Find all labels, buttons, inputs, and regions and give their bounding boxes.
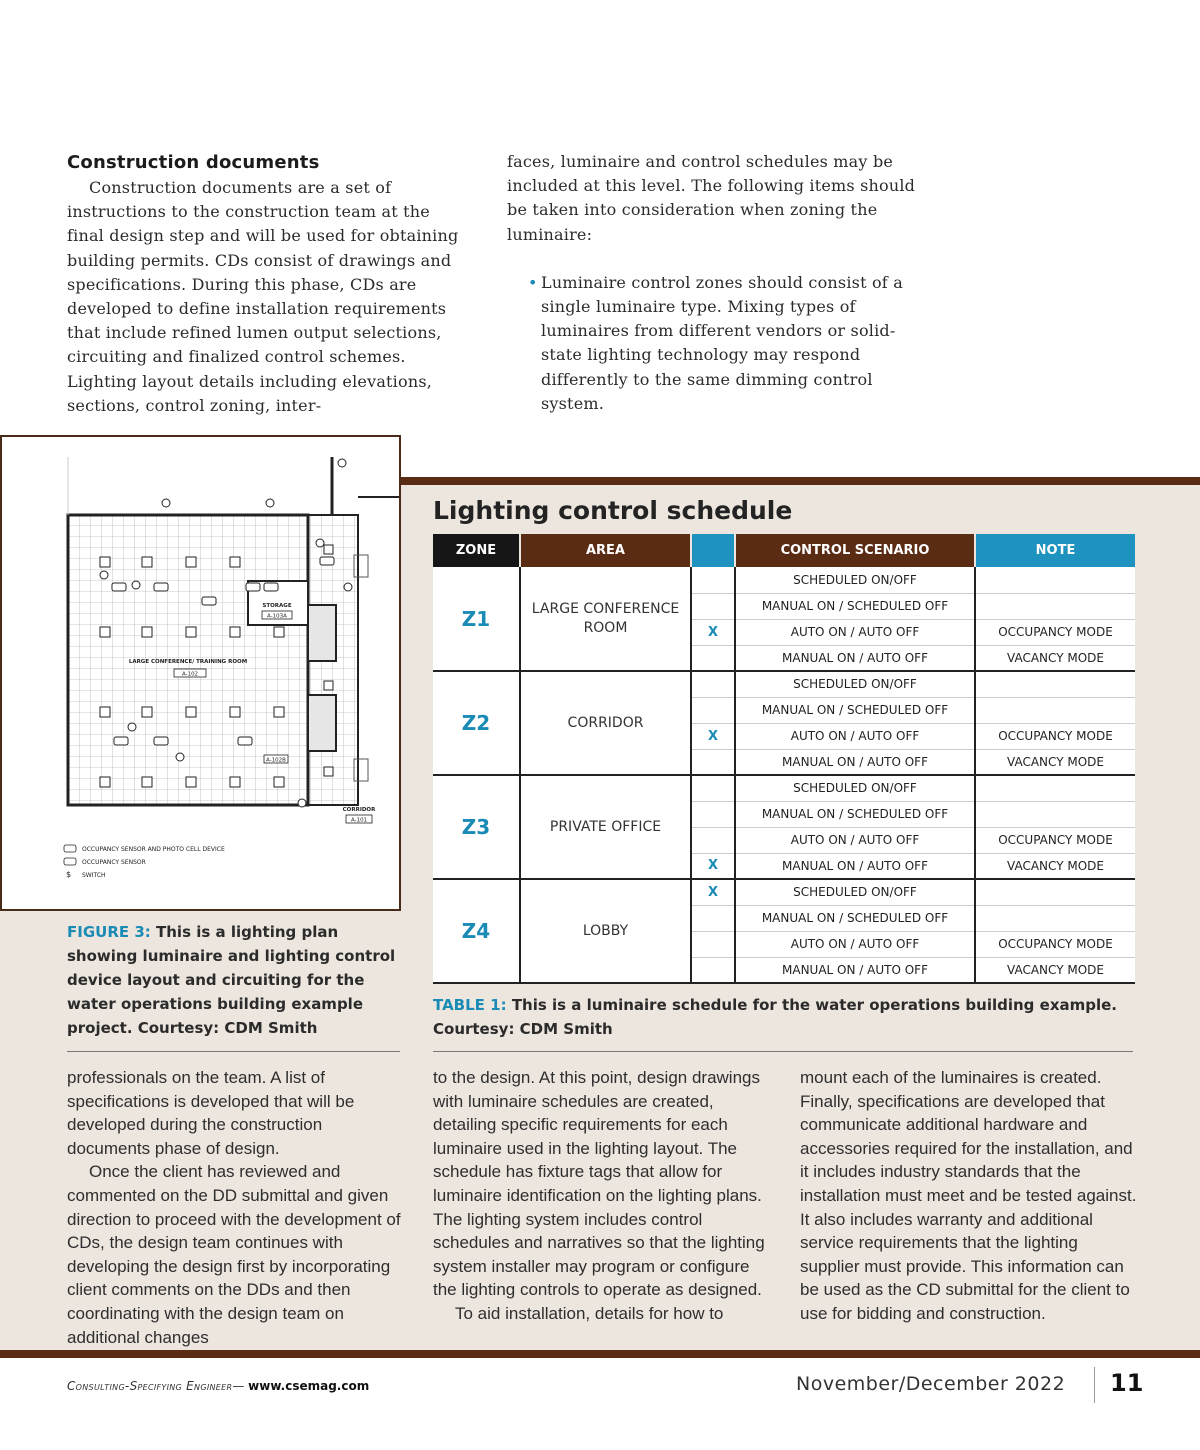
figure-caption-text: This is a lighting plan showing luminaire and lighting control device layout and circuiting for the water operations building example project. Courtesy: CDM Smith: [67, 923, 396, 1037]
note-cell: OCCUPANCY MODE: [975, 931, 1135, 957]
figure-caption: [67, 920, 397, 1040]
control-scenario-cell: MANUAL ON / AUTO OFF: [735, 749, 975, 775]
control-scenario-cell: SCHEDULED ON/OFF: [735, 567, 975, 593]
header-zone: ZONE: [433, 534, 520, 567]
lighting-control-schedule-table: [433, 534, 1135, 984]
selection-cell: X: [691, 619, 735, 645]
intro-right-column: [507, 150, 917, 416]
lighting-plan-figure: [0, 435, 401, 911]
selection-cell: [691, 567, 735, 593]
zone-cell: Z1: [433, 567, 520, 671]
table-caption-label: TABLE 1:: [433, 996, 507, 1014]
note-cell: [975, 567, 1135, 593]
note-cell: VACANCY MODE: [975, 957, 1135, 983]
note-cell: [975, 879, 1135, 905]
selection-cell: [691, 775, 735, 801]
selection-cell: [691, 671, 735, 697]
zoning-bullet-list: [507, 271, 917, 416]
control-scenario-cell: AUTO ON / AUTO OFF: [735, 723, 975, 749]
area-cell: LARGE CONFERENCE ROOM: [520, 567, 691, 671]
plan-label-corridor: CORRIDOR: [342, 807, 376, 813]
legend-item: OCCUPANCY SENSOR AND PHOTO CELL DEVICE: [82, 846, 225, 853]
selection-cell: [691, 801, 735, 827]
selection-cell: X: [691, 853, 735, 879]
page-number: 11: [1110, 1369, 1144, 1397]
selection-cell: [691, 905, 735, 931]
note-cell: OCCUPANCY MODE: [975, 827, 1135, 853]
control-scenario-cell: MANUAL ON / SCHEDULED OFF: [735, 697, 975, 723]
table-body: [433, 567, 1135, 983]
plan-label-storage: STORAGE: [262, 603, 292, 609]
intro-right-paragraph: faces, luminaire and control schedules may be included at this level. The following items should be taken into consideration when zoning the luminaire:: [507, 152, 916, 244]
control-scenario-cell: SCHEDULED ON/OFF: [735, 879, 975, 905]
control-scenario-cell: MANUAL ON / AUTO OFF: [735, 853, 975, 879]
occupancy-sensor-icon: [64, 858, 76, 865]
legend-item: OCCUPANCY SENSOR: [82, 859, 146, 866]
note-cell: [975, 593, 1135, 619]
intro-left-column: [67, 150, 472, 418]
selection-cell: [691, 827, 735, 853]
magazine-name: Consulting-Specifying Engineer: [67, 1379, 233, 1393]
switch-icon: $: [66, 870, 72, 879]
legend-item: SWITCH: [82, 872, 106, 879]
header-control-scenario: CONTROL SCENARIO: [735, 534, 975, 567]
note-cell: VACANCY MODE: [975, 645, 1135, 671]
intro-left-paragraph: Construction documents are a set of instructions to the construction team at the final design step and will be used for obtaining building permits. CDs consist of drawings and specifications. During this phase, CDs are developed to define installation requirements that include refined lumen output selections, circuiting and finalized control schemes. Lighting layout details including elevations, sections, control zoning, inter-: [67, 178, 459, 415]
footer-magazine-line: [67, 1379, 369, 1393]
control-scenario-cell: MANUAL ON / SCHEDULED OFF: [735, 801, 975, 827]
section-heading: Construction documents: [67, 152, 320, 173]
note-cell: VACANCY MODE: [975, 853, 1135, 879]
plan-label-conference: LARGE CONFERENCE/ TRAINING ROOM: [128, 659, 248, 665]
plan-tag-conference: A-102: [181, 671, 199, 678]
plan-tag-corridor: A-101: [350, 817, 368, 824]
note-cell: [975, 775, 1135, 801]
figure-caption-label: FIGURE 3:: [67, 923, 151, 941]
note-cell: [975, 905, 1135, 931]
footer-separator: [1094, 1367, 1095, 1403]
area-cell: LOBBY: [520, 879, 691, 983]
body-paragraph: To aid installation, details for how to: [455, 1303, 724, 1323]
table-row: [433, 567, 1135, 593]
zone-cell: Z2: [433, 671, 520, 775]
header-area: AREA: [520, 534, 691, 567]
control-scenario-cell: MANUAL ON / SCHEDULED OFF: [735, 593, 975, 619]
body-column-2: [433, 1066, 773, 1326]
occupancy-photocell-icon: [64, 845, 76, 852]
issue-date: November/December 2022: [796, 1373, 1066, 1395]
control-scenario-cell: AUTO ON / AUTO OFF: [735, 931, 975, 957]
zone-cell: Z4: [433, 879, 520, 983]
selection-cell: [691, 749, 735, 775]
table-header-row: [433, 534, 1135, 567]
control-scenario-cell: AUTO ON / AUTO OFF: [735, 619, 975, 645]
table-caption: [433, 993, 1133, 1041]
plan-tag-storage: A-103A: [267, 613, 287, 620]
control-scenario-cell: MANUAL ON / AUTO OFF: [735, 957, 975, 983]
body-column-1: [67, 1066, 407, 1349]
magazine-url[interactable]: www.csemag.com: [248, 1379, 370, 1393]
note-cell: OCCUPANCY MODE: [975, 723, 1135, 749]
note-cell: VACANCY MODE: [975, 749, 1135, 775]
table-row: [433, 671, 1135, 697]
note-cell: [975, 697, 1135, 723]
table-row: [433, 775, 1135, 801]
body-column-3: [800, 1066, 1140, 1326]
footer-accent-bar: [0, 1350, 1200, 1358]
selection-cell: X: [691, 723, 735, 749]
control-scenario-cell: SCHEDULED ON/OFF: [735, 671, 975, 697]
floor-plan-drawing: [2, 437, 399, 909]
table-row: [433, 879, 1135, 905]
note-cell: OCCUPANCY MODE: [975, 619, 1135, 645]
plan-tag-av: A-102B: [266, 757, 286, 764]
area-cell: PRIVATE OFFICE: [520, 775, 691, 879]
selection-cell: [691, 957, 735, 983]
divider-rule: [67, 1051, 400, 1052]
selection-cell: [691, 697, 735, 723]
control-scenario-cell: AUTO ON / AUTO OFF: [735, 827, 975, 853]
area-cell: CORRIDOR: [520, 671, 691, 775]
table-caption-text: This is a luminaire schedule for the water operations building example. Courtesy: CDM Smith: [433, 996, 1117, 1038]
body-paragraph: professionals on the team. A list of specifications is developed that will be developed during the construction documents phase of design.: [67, 1068, 355, 1158]
body-paragraph: to the design. At this point, design drawings with luminaire schedules are created, detailing specific requirements for each luminaire used in the lighting layout. The schedule has fixture tags that allow for luminaire identification on the lighting plans. The lighting system includes control schedules and narratives so that the lighting system installer may program or configure the lighting controls to operate as designed.: [433, 1068, 765, 1300]
footer-dash: —: [232, 1379, 245, 1393]
selection-cell: [691, 931, 735, 957]
body-paragraph: Once the client has reviewed and commented on the DD submittal and given direction to proceed with the development of CDs, the design team continues with developing the design first by incorporating client comments on the DDs and then coordinating with the design team on additional changes: [67, 1162, 401, 1347]
control-scenario-cell: MANUAL ON / AUTO OFF: [735, 645, 975, 671]
selection-cell: [691, 593, 735, 619]
zone-cell: Z3: [433, 775, 520, 879]
control-scenario-cell: MANUAL ON / SCHEDULED OFF: [735, 905, 975, 931]
top-accent-bar: [400, 477, 1200, 485]
control-scenario-cell: SCHEDULED ON/OFF: [735, 775, 975, 801]
header-note: NOTE: [975, 534, 1135, 567]
divider-rule: [433, 1051, 1133, 1052]
header-selection: [691, 534, 735, 567]
zoning-bullet-item: • Luminaire control zones should consist of a single luminaire type. Mixing types of luminaires from different vendors or solid-state lighting technology may respond differently to the same dimming control system.: [541, 271, 917, 416]
selection-cell: [691, 645, 735, 671]
body-paragraph: mount each of the luminaires is created. Finally, specifications are developed that communicate additional hardware and accessories required for the installation, and it includes industry standards that the installation must meet and be tested against. It also includes warranty and additional service requirements that the lighting supplier must provide. This information can be used as the CD submittal for the client to use for bidding and construction.: [800, 1068, 1137, 1323]
note-cell: [975, 671, 1135, 697]
selection-cell: X: [691, 879, 735, 905]
note-cell: [975, 801, 1135, 827]
table-title: Lighting control schedule: [433, 496, 793, 525]
